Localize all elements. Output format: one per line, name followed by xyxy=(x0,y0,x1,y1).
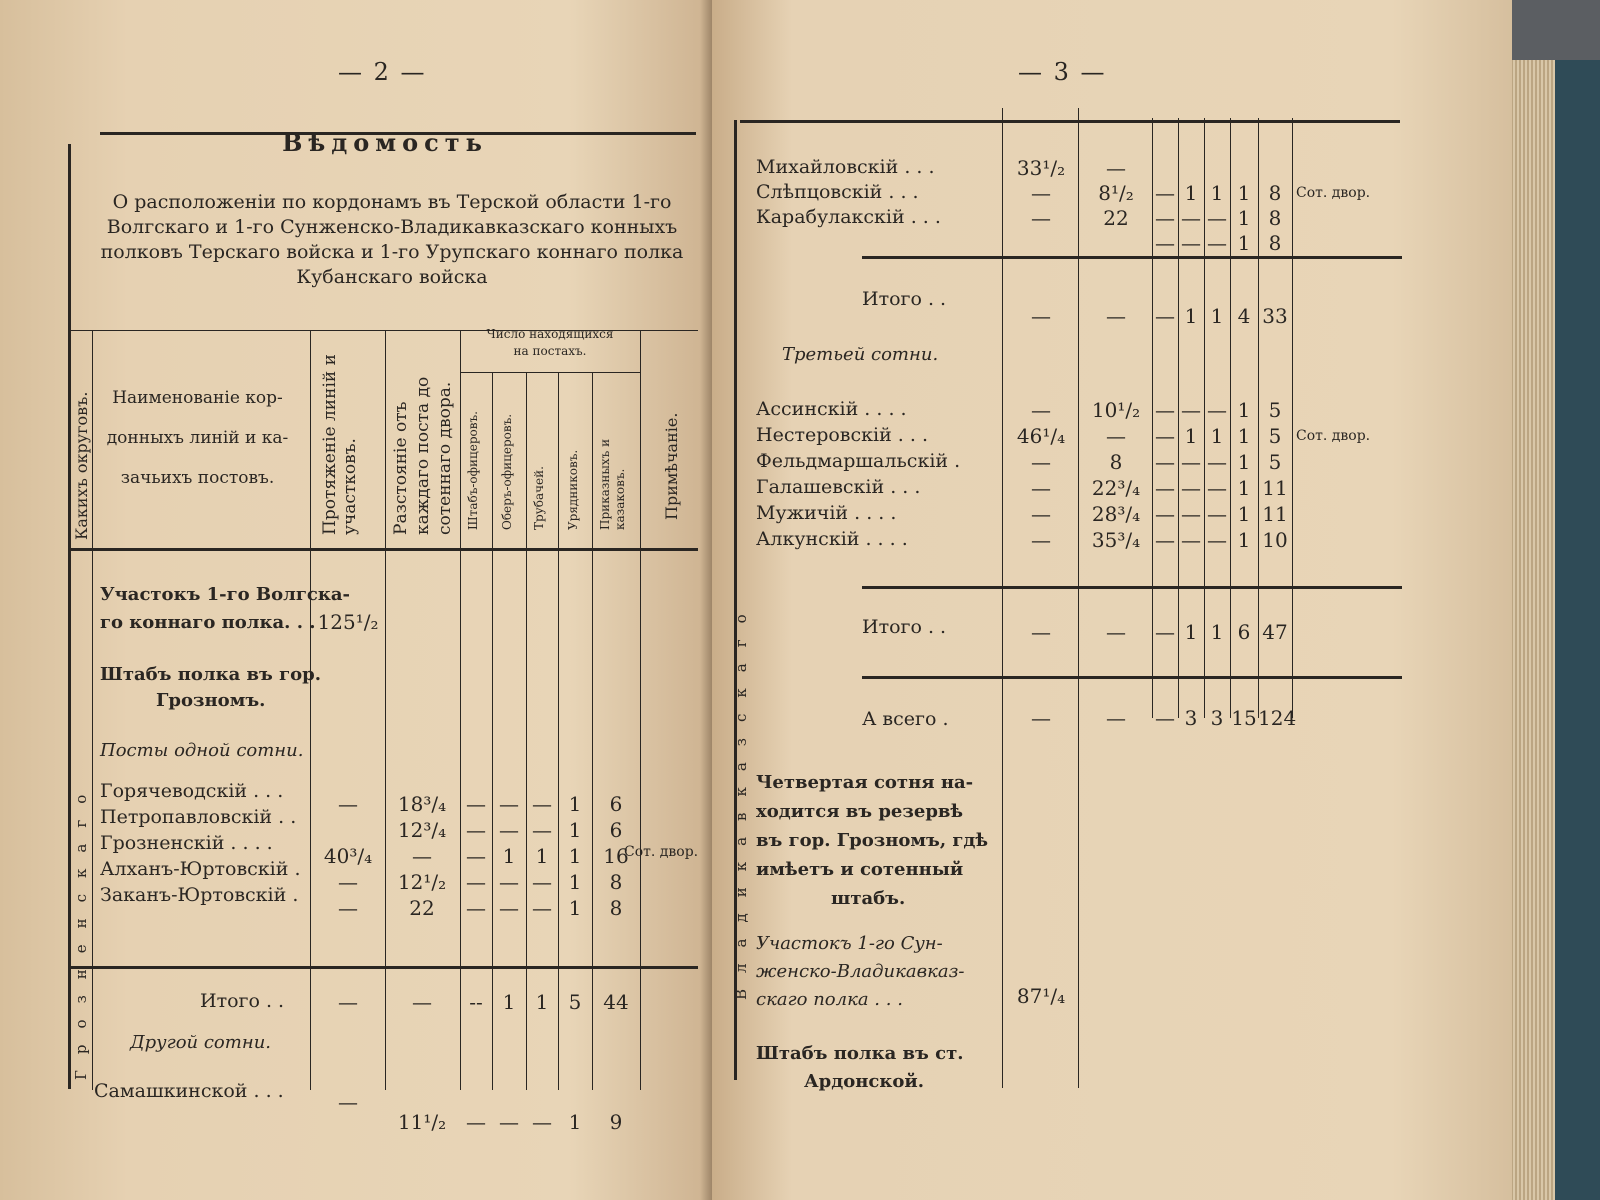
reserve-line: ходится въ резервѣ xyxy=(756,801,964,822)
row-ur: 1 xyxy=(568,844,582,868)
row-length: — xyxy=(1031,502,1051,526)
row-ka: 5 xyxy=(1268,424,1282,448)
row-tr: — xyxy=(1207,476,1227,500)
row-ur: 1 xyxy=(1237,528,1251,552)
header-group xyxy=(460,326,640,360)
row-distance: 22 xyxy=(1103,206,1129,230)
col-line xyxy=(558,372,559,1090)
itogo_b-tr: 1 xyxy=(1210,620,1224,644)
row-tr: — xyxy=(532,870,552,894)
itogo-label: Итого . . xyxy=(862,616,947,638)
header-chief-officers: Оберъ-офицеровъ. xyxy=(500,413,514,530)
row-length: 46¹/₄ xyxy=(1016,424,1066,448)
row-distance: — xyxy=(412,844,432,868)
itogo_b-ur: 6 xyxy=(1237,620,1251,644)
row-tr: — xyxy=(1207,502,1227,526)
row-length: 33¹/₂ xyxy=(1016,156,1066,180)
section2-line: Участокъ 1-го Сун- xyxy=(756,933,943,954)
col-line xyxy=(385,330,386,1090)
itogo_b-distance: — xyxy=(1106,620,1126,644)
header-okrug: Какихъ округовъ. xyxy=(72,391,91,540)
header-name-line: зачьихъ постовъ. xyxy=(120,468,275,488)
itogo_a-length: — xyxy=(1031,304,1051,328)
header-name-line: Наименованіе кор- xyxy=(112,388,283,408)
row-tr: — xyxy=(1207,231,1227,255)
row-name: Горячеводскій . . . xyxy=(100,780,284,802)
row-name: Нестеровскій . . . xyxy=(756,424,929,446)
row-ur: 1 xyxy=(568,792,582,816)
row-ka: 5 xyxy=(1268,450,1282,474)
row-ur: 1 xyxy=(1237,476,1251,500)
section2-title xyxy=(756,930,964,1014)
vsego-rule xyxy=(862,676,1402,679)
row-oo: — xyxy=(499,1110,519,1134)
col-line xyxy=(492,372,493,1090)
row-length: 40³/₄ xyxy=(323,844,373,868)
col-line xyxy=(1078,108,1079,1088)
row-distance: — xyxy=(1106,424,1126,448)
row-length: — xyxy=(1031,476,1051,500)
row-length: — xyxy=(1031,206,1051,230)
itogo-rule xyxy=(862,256,1402,259)
row-tr: — xyxy=(1207,398,1227,422)
right-page xyxy=(712,0,1512,1200)
row-oo: — xyxy=(499,870,519,894)
row-distance: 10¹/₂ xyxy=(1091,398,1141,422)
row-so: — xyxy=(1155,424,1175,448)
row-ka: 8 xyxy=(1268,231,1282,255)
header-group-line: на постахъ. xyxy=(513,344,587,358)
col-line xyxy=(526,372,527,1090)
subtitle-line: О расположеніи по кордонамъ въ Терской области 1-го xyxy=(112,191,672,213)
row-ur: 1 xyxy=(568,870,582,894)
row-tr: — xyxy=(1207,450,1227,474)
page-number-right: — 3 — xyxy=(1018,58,1107,86)
itogo_a-so: — xyxy=(1155,304,1175,328)
subtitle-line: Волгскаго и 1-го Сунженско-Владикавказскаго конныхъ xyxy=(106,216,678,238)
subtitle-line: полковъ Терскаго войска и 1-го Урупскаго коннаго полка xyxy=(100,241,684,263)
row-oo: — xyxy=(1181,450,1201,474)
document-title: Вѣдомость xyxy=(282,128,488,157)
row-length: — xyxy=(1031,181,1051,205)
hq2-line: Ардонской. xyxy=(804,1071,925,1092)
header-length: Протяженіе линій и участковъ. xyxy=(320,354,360,535)
row-length: — xyxy=(338,870,358,894)
row-distance: 12³/₄ xyxy=(397,818,447,842)
row-so: — xyxy=(466,870,486,894)
col-line xyxy=(92,330,93,1090)
row-note: Сот. двор. xyxy=(1296,428,1371,444)
row-tr: — xyxy=(532,1110,552,1134)
header-notes: Примѣчаніе. xyxy=(662,412,681,520)
itogo-tr: 1 xyxy=(535,990,549,1014)
row-so: — xyxy=(1155,398,1175,422)
row-ka: 8 xyxy=(609,870,623,894)
row-length: — xyxy=(338,792,358,816)
row-name: Мужичій . . . . xyxy=(756,502,897,524)
row-oo: — xyxy=(1181,206,1201,230)
row-oo: — xyxy=(1181,476,1201,500)
row-ur: 1 xyxy=(1237,398,1251,422)
itogo-label: Итого . . xyxy=(200,990,285,1012)
row-tr: — xyxy=(532,792,552,816)
header-cossacks: Приказныхъ и казаковъ. xyxy=(598,438,627,530)
itogo-length: — xyxy=(338,990,358,1014)
row-ur: 1 xyxy=(568,1110,582,1134)
reserve-line: штабъ. xyxy=(831,888,906,909)
itogo_a-ka: 33 xyxy=(1262,304,1288,328)
row-ur: 1 xyxy=(1237,450,1251,474)
itogo-rule xyxy=(862,586,1402,589)
vsego-oo: 3 xyxy=(1184,706,1198,730)
itogo_a-distance: — xyxy=(1106,304,1126,328)
itogo-ur: 5 xyxy=(568,990,582,1014)
header-staff-officers: Штабъ-офицеровъ. xyxy=(466,411,480,530)
row-ur: 1 xyxy=(1237,206,1251,230)
itogo-rule xyxy=(70,966,698,969)
header-group-line: Число находящихся xyxy=(486,327,614,341)
row-oo: — xyxy=(499,818,519,842)
row-length: — xyxy=(338,1090,358,1114)
okrug-label-vladikavkaz: Владикавказскаго xyxy=(732,598,750,1000)
row-so: — xyxy=(466,1110,486,1134)
row-distance: 35³/₄ xyxy=(1091,528,1141,552)
reserve-note xyxy=(756,768,988,913)
section-title: Участокъ 1-го Волгска- xyxy=(100,584,350,605)
row-length: — xyxy=(1031,528,1051,552)
row-tr: 1 xyxy=(1210,181,1224,205)
row-distance: 28³/₄ xyxy=(1091,502,1141,526)
hq-line: Грозномъ. xyxy=(156,690,266,711)
row-oo: — xyxy=(1181,231,1201,255)
row-distance: 22³/₄ xyxy=(1091,476,1141,500)
top-rule xyxy=(740,120,1400,123)
itogo-ka: 44 xyxy=(603,990,629,1014)
col-line xyxy=(1292,118,1293,718)
row-ka: 11 xyxy=(1262,502,1288,526)
row-tr: — xyxy=(532,896,552,920)
row-distance: 22 xyxy=(409,896,435,920)
row-ka: 9 xyxy=(609,1110,623,1134)
section-title: го коннаго полка. . . xyxy=(100,612,316,633)
row-oo: — xyxy=(499,792,519,816)
hq2 xyxy=(756,1040,963,1096)
row-tr: — xyxy=(1207,528,1227,552)
row-name: Фельдмаршальскій . xyxy=(756,450,961,472)
vsego-length: — xyxy=(1031,706,1051,730)
row-oo: — xyxy=(1181,502,1201,526)
second-sotnia-label: Другой сотни. xyxy=(130,1032,272,1053)
row-name: Алкунскій . . . . xyxy=(756,528,908,550)
reserve-line: Четвертая сотня на- xyxy=(756,772,974,793)
row-distance: 12¹/₂ xyxy=(397,870,447,894)
row-ur: 1 xyxy=(1237,502,1251,526)
row-oo: 1 xyxy=(1184,181,1198,205)
row-tr: 1 xyxy=(1210,424,1224,448)
row-name: Заканъ-Юртовскій . xyxy=(100,884,299,906)
itogo-oo: 1 xyxy=(502,990,516,1014)
row-name: Михайловскій . . . xyxy=(756,156,935,178)
row-so: — xyxy=(1155,528,1175,552)
row-name: Петропавловскій . . xyxy=(100,806,297,828)
first-sotnia-label: Посты одной сотни. xyxy=(100,740,304,761)
row-oo: — xyxy=(499,896,519,920)
itogo_a-oo: 1 xyxy=(1184,304,1198,328)
row-distance: 8 xyxy=(1109,450,1123,474)
section2-line: женско-Владикавказ- xyxy=(756,961,965,982)
itogo-label: Итого . . xyxy=(862,288,947,310)
row-ka: 5 xyxy=(1268,398,1282,422)
itogo_b-oo: 1 xyxy=(1184,620,1198,644)
row-so: — xyxy=(1155,476,1175,500)
itogo-so: -- xyxy=(469,990,483,1014)
row-so: — xyxy=(466,818,486,842)
row-ka: 8 xyxy=(609,896,623,920)
reserve-line: имѣетъ и сотенный xyxy=(756,859,964,880)
left-border xyxy=(68,144,71,1089)
row-name: Грозненскій . . . . xyxy=(100,832,273,854)
col-line xyxy=(460,330,461,1090)
row-name: Алханъ-Юртовскій . xyxy=(100,858,301,880)
row-oo: 1 xyxy=(1184,424,1198,448)
third-sotnia-label: Третьей сотни. xyxy=(782,344,939,365)
row-length: — xyxy=(338,896,358,920)
itogo_b-length: — xyxy=(1031,620,1051,644)
header-uryadniks: Урядниковъ. xyxy=(566,449,580,530)
col-line xyxy=(310,330,311,1090)
itogo_b-ka: 47 xyxy=(1262,620,1288,644)
row-length: — xyxy=(1031,450,1051,474)
row-name: Самашкинской . . . xyxy=(94,1080,284,1102)
row-name: Слѣпцовскій . . . xyxy=(756,181,919,203)
page-number-left: — 2 — xyxy=(338,58,427,86)
subtitle-line: Кубанскаго войска xyxy=(296,266,488,288)
col-line xyxy=(640,330,641,1090)
row-distance: — xyxy=(1106,156,1126,180)
header-name xyxy=(95,378,300,498)
row-ur: 1 xyxy=(1237,181,1251,205)
header-distance: Разстояніе отъ каждаго поста до сотеннаго двора. xyxy=(391,376,455,535)
row-distance: 18³/₄ xyxy=(397,792,447,816)
header-name-line: донныхъ линій и ка- xyxy=(106,428,289,448)
row-ka: 8 xyxy=(1268,206,1282,230)
row-so: — xyxy=(466,792,486,816)
vsego-ka: 124 xyxy=(1258,706,1297,730)
header-trumpeters: Трубачей. xyxy=(532,466,546,530)
row-ka: 16 xyxy=(603,844,629,868)
vsego-distance: — xyxy=(1106,706,1126,730)
document-subtitle xyxy=(92,190,692,290)
row-length: — xyxy=(1031,398,1051,422)
vsego-so: — xyxy=(1155,706,1175,730)
row-tr: — xyxy=(1207,206,1227,230)
row-so: — xyxy=(1155,231,1175,255)
row-ur: 1 xyxy=(568,896,582,920)
row-note: Сот. двор. xyxy=(624,844,699,860)
row-so: — xyxy=(1155,206,1175,230)
row-so: — xyxy=(1155,181,1175,205)
itogo_a-ur: 4 xyxy=(1237,304,1251,328)
row-so: — xyxy=(1155,502,1175,526)
row-ka: 8 xyxy=(1268,181,1282,205)
row-oo: — xyxy=(1181,398,1201,422)
row-name: Галашевскій . . . xyxy=(756,476,921,498)
row-oo: — xyxy=(1181,528,1201,552)
page-edges xyxy=(1505,60,1555,1200)
itogo_b-so: — xyxy=(1155,620,1175,644)
reserve-line: въ гор. Грозномъ, гдѣ xyxy=(756,830,989,851)
vsego-label: А всего . xyxy=(862,708,949,730)
row-ka: 11 xyxy=(1262,476,1288,500)
row-distance: 8¹/₂ xyxy=(1098,181,1134,205)
row-note: Сот. двор. xyxy=(1296,185,1371,201)
itogo-distance: — xyxy=(412,990,432,1014)
left-page xyxy=(0,0,712,1200)
row-ur: 1 xyxy=(1237,231,1251,255)
row-ka: 10 xyxy=(1262,528,1288,552)
row-name: Карабулакскій . . . xyxy=(756,206,941,228)
row-so: — xyxy=(1155,450,1175,474)
okrug-label-grozny: Грозненскаго xyxy=(72,778,90,1080)
row-ka: 6 xyxy=(609,818,623,842)
section2-length: 87¹/₄ xyxy=(1016,984,1066,1008)
hq2-line: Штабъ полка въ ст. xyxy=(756,1043,964,1064)
row-tr: 1 xyxy=(535,844,549,868)
row-distance: 11¹/₂ xyxy=(397,1110,447,1134)
row-tr: — xyxy=(532,818,552,842)
row-so: — xyxy=(466,844,486,868)
section-length: 125¹/₂ xyxy=(317,610,379,634)
vsego-ur: 15 xyxy=(1231,706,1257,730)
row-so: — xyxy=(466,896,486,920)
row-name: Ассинскій . . . . xyxy=(756,398,907,420)
section2-line: скаго полка . . . xyxy=(756,989,903,1010)
itogo_a-tr: 1 xyxy=(1210,304,1224,328)
row-ka: 6 xyxy=(609,792,623,816)
row-ur: 1 xyxy=(568,818,582,842)
vsego-tr: 3 xyxy=(1210,706,1224,730)
row-ur: 1 xyxy=(1237,424,1251,448)
hq-line: Штабъ полка въ гор. xyxy=(100,664,321,685)
group-rule xyxy=(460,372,640,373)
col-line xyxy=(1002,108,1003,1088)
row-oo: 1 xyxy=(502,844,516,868)
header-bottom-rule xyxy=(70,548,698,551)
col-line xyxy=(592,372,593,1090)
